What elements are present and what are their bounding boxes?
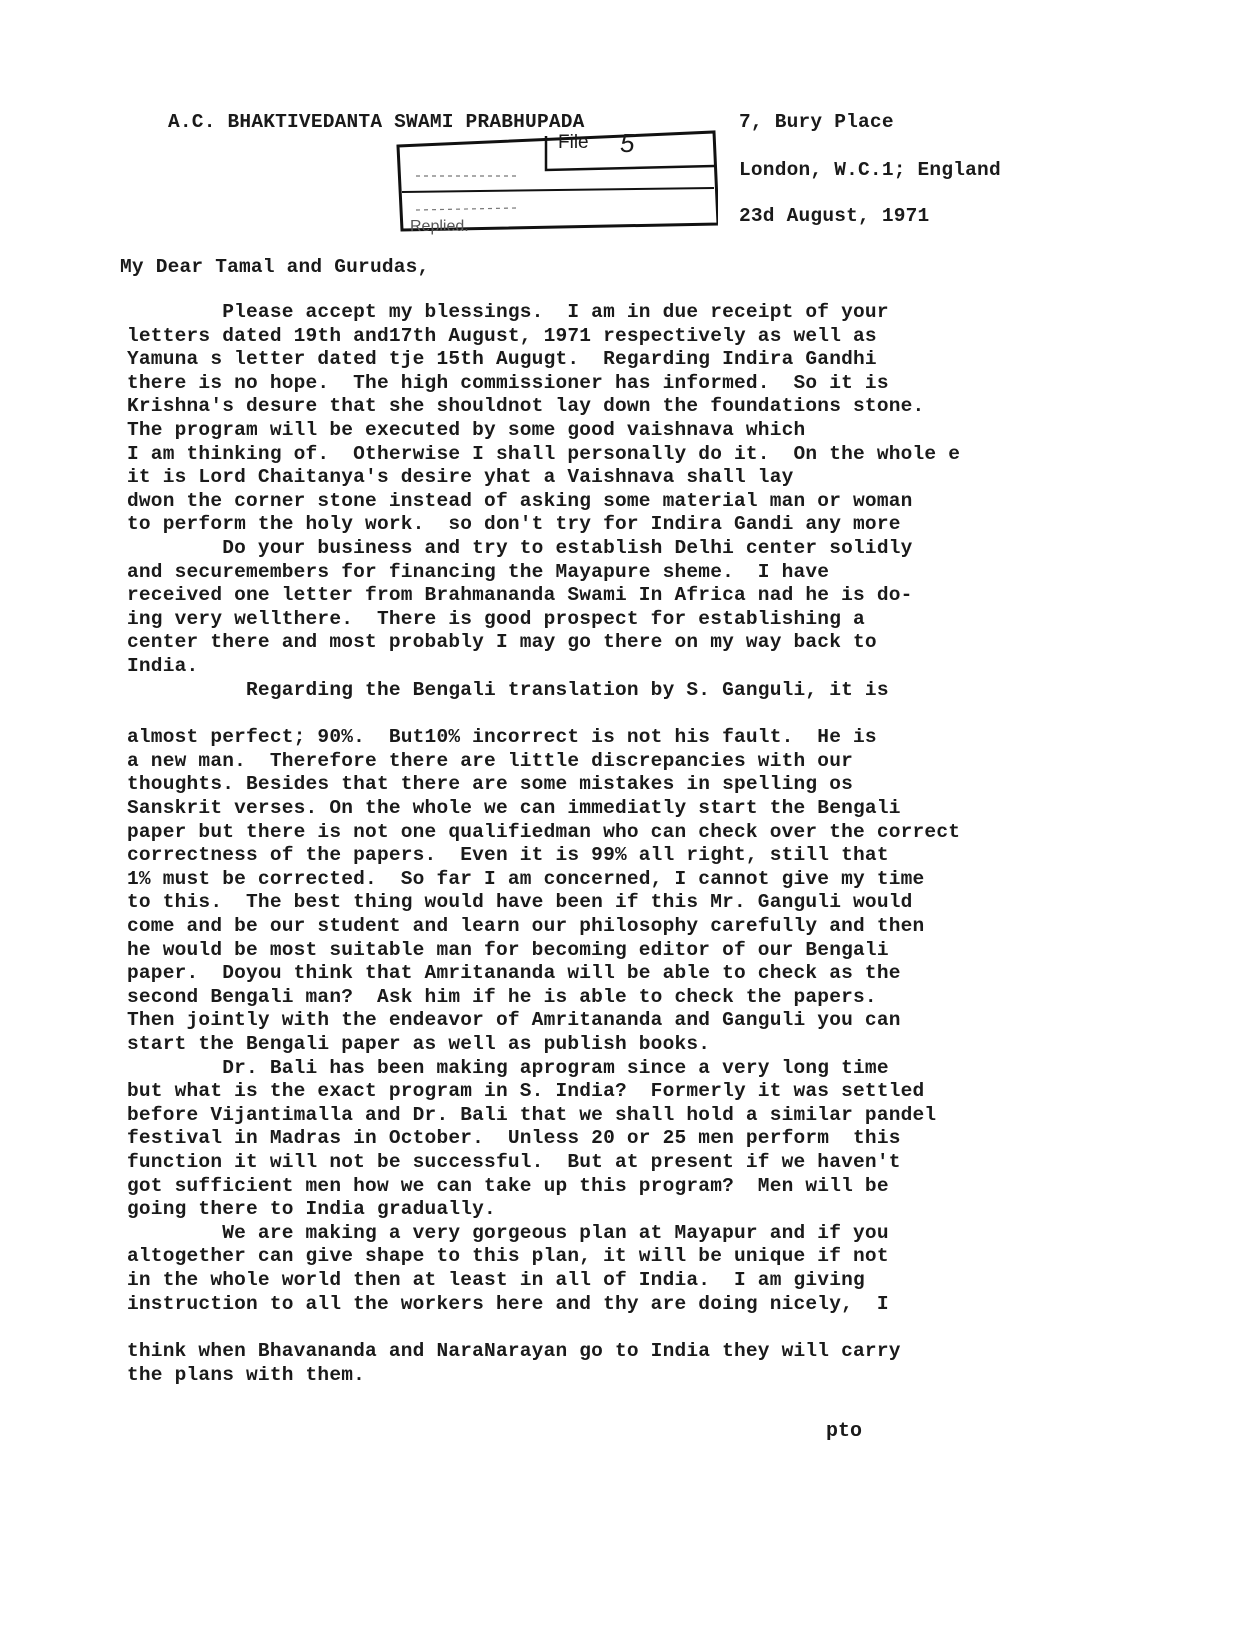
pto-note: pto: [826, 1420, 863, 1443]
body-line: center there and most probably I may go there on my way back to: [127, 631, 877, 653]
body-line: the plans with them.: [127, 1364, 366, 1386]
body-line: Do your business and try to establish Delhi center solidly: [127, 537, 913, 559]
body-line: We are making a very gorgeous plan at Mayapur and if you: [127, 1222, 889, 1244]
file-label: File: [558, 132, 589, 153]
file-stamp: [396, 124, 718, 232]
body-line: I am thinking of. Otherwise I shall personally do it. On the whole e: [127, 443, 961, 465]
address-line-2: London, W.C.1; England: [739, 159, 1001, 181]
body-line: Dr. Bali has been making aprogram since a very long time: [127, 1057, 889, 1079]
body-line: in the whole world then at least in all of India. I am giving: [127, 1269, 865, 1291]
sender-name: A.C. BHAKTIVEDANTA SWAMI PRABHUPADA: [168, 111, 585, 133]
body-line: to this. The best thing would have been if this Mr. Ganguli would: [127, 891, 913, 913]
body-line: there is no hope. The high commissioner has informed. So it is: [127, 372, 889, 394]
body-line: it is Lord Chaitanya's desire yhat a Vaishnava shall lay: [127, 466, 794, 488]
body-line: thoughts. Besides that there are some mistakes in spelling os: [127, 773, 854, 795]
letter-date: 23d August, 1971: [739, 205, 930, 227]
body-line: start the Bengali paper as well as publish books.: [127, 1033, 711, 1055]
file-number: 5: [620, 128, 635, 158]
body-line: received one letter from Brahmananda Swami In Africa nad he is do-: [127, 584, 913, 606]
body-line: and securemembers for financing the Mayapure sheme. I have: [127, 561, 830, 583]
body-line: letters dated 19th and17th August, 1971 respectively as well as: [127, 325, 877, 347]
body-line: before Vijantimalla and Dr. Bali that we shall hold a similar pandel: [127, 1104, 937, 1126]
body-line: 1% must be corrected. So far I am concerned, I cannot give my time: [127, 868, 925, 890]
body-line: almost perfect; 90%. But10% incorrect is not his fault. He is: [127, 726, 877, 748]
body-line: come and be our student and learn our philosophy carefully and then: [127, 915, 925, 937]
body-line: The program will be executed by some good vaishnava which: [127, 419, 806, 441]
body-line: correctness of the papers. Even it is 99% all right, still that: [127, 844, 889, 866]
salutation: My Dear Tamal and Gurudas,: [120, 256, 430, 278]
body-line: going there to India gradually.: [127, 1198, 496, 1220]
body-line: Krishna's desure that she shouldnot lay down the foundations stone.: [127, 395, 925, 417]
body-line: dwon the corner stone instead of asking some material man or woman: [127, 490, 913, 512]
body-line: a new man. Therefore there are little discrepancies with our: [127, 750, 854, 772]
body-line: festival in Madras in October. Unless 20 or 25 men perform this: [127, 1127, 901, 1149]
file-stamp-frame: [396, 124, 718, 232]
body-line: he would be most suitable man for becoming editor of our Bengali: [127, 939, 889, 961]
body-line: Yamuna s letter dated tje 15th Augugt. Regarding Indira Gandhi: [127, 348, 877, 370]
body-line: to perform the holy work. so don't try for Indira Gandi any more: [127, 513, 901, 535]
body-line: think when Bhavananda and NaraNarayan go to India they will carry: [127, 1340, 901, 1362]
body-line: altogether can give shape to this plan, it will be unique if not: [127, 1245, 889, 1267]
body-line: Regarding the Bengali translation by S. Ganguli, it is: [127, 679, 889, 701]
body-line: India.: [127, 655, 199, 677]
body-line: ing very wellthere. There is good prospect for establishing a: [127, 608, 865, 630]
body-line: instruction to all the workers here and thy are doing nicely, I: [127, 1293, 889, 1315]
body-line: got sufficient men how we can take up this program? Men will be: [127, 1175, 889, 1197]
replied-label: Replied.: [410, 218, 469, 235]
body-line: paper. Doyou think that Amritananda will be able to check as the: [127, 962, 901, 984]
body-line: Then jointly with the endeavor of Amritananda and Ganguli you can: [127, 1009, 901, 1031]
body-line: but what is the exact program in S. India? Formerly it was settled: [127, 1080, 925, 1102]
body-line: function it will not be successful. But at present if we haven't: [127, 1151, 901, 1173]
body-line: Sanskrit verses. On the whole we can immediatly start the Bengali: [127, 797, 901, 819]
body-line: Please accept my blessings. I am in due receipt of your: [127, 301, 889, 323]
address-line-1: 7, Bury Place: [739, 111, 894, 133]
body-line: paper but there is not one qualifiedman who can check over the correct: [127, 821, 961, 843]
body-line: second Bengali man? Ask him if he is able to check the papers.: [127, 986, 877, 1008]
